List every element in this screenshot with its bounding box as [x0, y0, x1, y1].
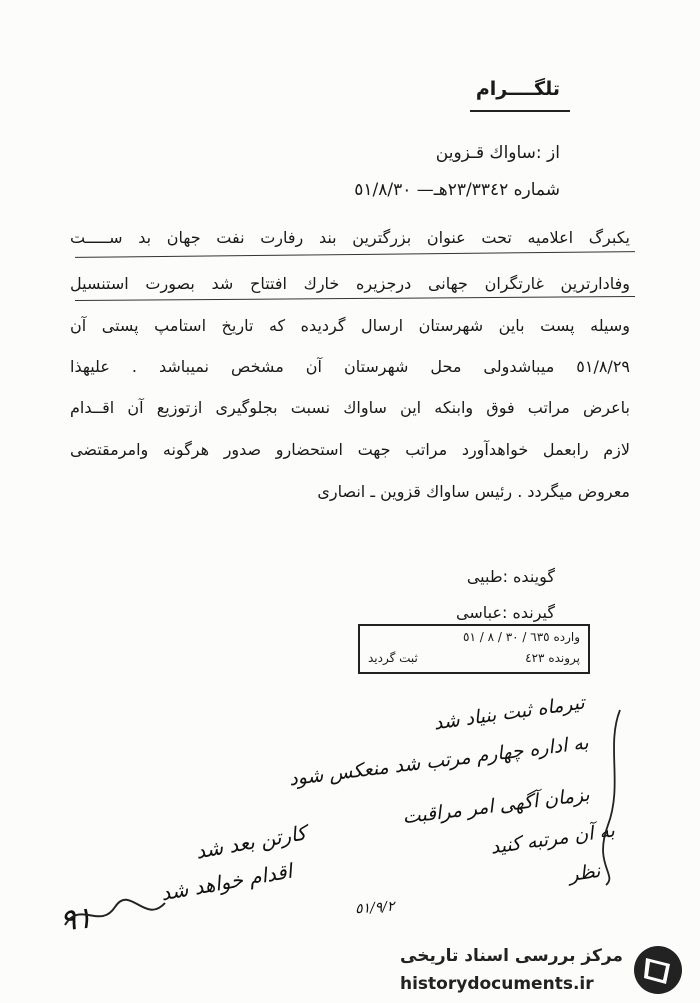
underline-2	[75, 296, 635, 301]
archive-logo-icon	[632, 944, 684, 996]
handwritten-note-2: به اداره چهارم مرتب شد منعكس شود	[288, 731, 591, 791]
handwriting-bracket	[598, 705, 628, 890]
underline-1	[75, 251, 635, 258]
stamp-registered: ثبت گرديد	[368, 651, 418, 665]
stamp-incoming-number: وارده ٦٣٥ / ٣٠ / ٨ / ٥١	[463, 630, 580, 644]
handwritten-note-3: بزمان آگهى امر مراقبت	[401, 783, 591, 829]
sender-office: از :ساواك قـزوين	[435, 143, 560, 163]
body-line-4: ٥١/٨/٢٩ ميباشدولى محل شهرستان آن مشخص نميباشد . عليهذا	[70, 357, 630, 376]
handwritten-number: ٩١	[58, 900, 94, 939]
handwritten-signature-1: كارتن بعد شد	[193, 820, 308, 864]
title-underline	[470, 110, 570, 112]
body-line-1: يكبرگ اعلاميه تحت عنوان بزرگترين بند رفارت نفت جهان بد ســـــت	[70, 228, 630, 247]
handwritten-date: ٥١/٩/٢	[354, 898, 396, 918]
handwritten-note-5: نظر	[567, 859, 602, 887]
body-line-6: لازم رابعمل خواهدآورد مراتب جهت استحضارو صدور هرگونه وامرمقتضى	[70, 440, 630, 459]
receiver-name: گيرنده :عباسى	[456, 603, 555, 622]
handwriting-flourish	[60, 895, 170, 935]
handwritten-note-1: تيرماه ثبت بنياد شد	[432, 691, 586, 735]
document-number: شماره ٢٣/٣٣٤٢هـ— ٥١/٨/٣٠	[354, 180, 560, 200]
speaker-name: گوينده :طبيى	[466, 567, 555, 586]
body-line-5: باعرض مراتب فوق وابنكه اين ساواك نسبت بجلوگيرى ازتوزيع آن اقــدام	[70, 398, 630, 417]
handwritten-signature-2: اقدام خواهد شد	[158, 858, 294, 906]
handwritten-note-4: به آن مرتبه كنيد	[488, 819, 616, 859]
registration-stamp	[358, 624, 590, 674]
stamp-file-number: پرونده ٤٢٣	[525, 651, 580, 665]
watermark-url: historydocuments.ir	[400, 974, 594, 994]
body-line-7: معروض ميگردد . رئيس ساواك قزوين ـ انصارى	[317, 482, 630, 501]
body-line-2: وفادارترين غارتگران جهانى درجزيره خارك افتتاح شد بصورت استنسيل	[70, 274, 630, 293]
body-line-3: وسيله پست باين شهرستان ارسال گرديده كه تاريخ استامپ پستى آن	[70, 316, 630, 335]
document-title: تلگــــرام	[475, 78, 560, 100]
watermark-org-name: مركز بررسى اسناد تاريخى	[400, 946, 623, 966]
